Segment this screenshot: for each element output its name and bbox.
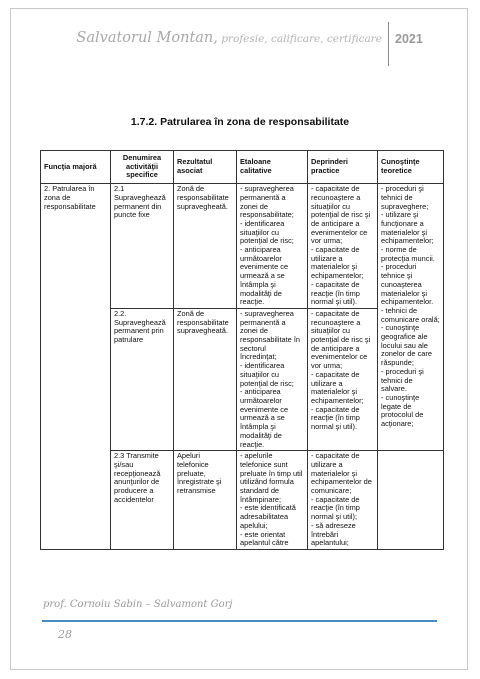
header-title-main: Salvatorul Montan,: [76, 30, 218, 46]
header-cell-activity: Denumirea activităţii specifice: [111, 151, 174, 184]
header-cell-function: Funcţia majoră: [41, 151, 111, 184]
standards-cell: - apelurile telefonice sunt preluate în timp util utilizând formula standard de întâmpinare; - este identificată adresabilitatea apelului; - este orientat apelantul către: [237, 451, 308, 550]
result-cell: Zonă de responsabilitate supravegheată.: [174, 184, 237, 309]
table-row: [41, 184, 444, 309]
function-major-cell: 2. Patrularea în zona de responsabilitate: [41, 184, 111, 550]
result-cell: Apeluri telefonice preluate, înregistrate şi retransmise: [174, 451, 237, 550]
header-year: 2021: [395, 32, 423, 46]
page-number: 28: [58, 628, 72, 641]
activity-cell: 2.1 Supraveghează permanent din puncte fixe: [111, 184, 174, 309]
header-title: [76, 30, 382, 46]
knowledge-cell: - proceduri şi tehnici de supraveghere; - utilizare şi funcţionare a materialelor şi echipamentelor; - norme de protecţia muncii. - proceduri tehnice şi cunoaşterea materialelor şi echipamentelor. - tehnici de comunicare orală; - cunoştinţe geografice ale locului sau ale zonelor de care răspunde; - proceduri şi tehnici de salvare. - cunoştinţe legate de protocolul de acţionare;: [378, 184, 444, 451]
header-divider: [388, 22, 389, 66]
header-cell-standards: Etaloane calitative: [237, 151, 308, 184]
footer-rule: [42, 620, 437, 622]
result-cell: Zonă de responsabilitate supravegheată.: [174, 308, 237, 450]
activity-cell: 2.3 Transmite şi/sau recepţionează anunţurilor de producere a accidentelor: [111, 451, 174, 550]
standards-cell: - supravegherea permanentă a zonei de responsabilitate în sectorul încredinţat; - identificarea situaţiilor cu potenţial de risc; - anticiparea următoarelor evenimente ce urmează a se întâmpla şi modalităţi de reacţie.: [237, 308, 308, 450]
section-title: 1.7.2. Patrularea în zona de responsabilitate: [130, 116, 350, 128]
header-title-subtitle: profesie, calificare, certificare: [217, 33, 382, 45]
activity-cell: 2.2. Supraveghează permanent prin patrulare: [111, 308, 174, 450]
footer-author: prof. Cornoiu Sabin – Salvamont Gorj: [43, 599, 233, 610]
skills-cell: - capacitate de recunoaştere a situaţiilor cu potenţial de risc şi de anticipare a evenimentelor ce vor urma; - capacitate de utilizare a materialelor şi echipamentelor; - capacitate de reacţie (în timp normal şi util).: [308, 308, 378, 450]
header-cell-skills: Deprinderi practice: [308, 151, 378, 184]
table-header-row: [41, 151, 444, 184]
skills-cell: - capacitate de utilizare a materialelor şi echipamentelor de comunicare; - capacitate de reacţie (în timp normal şi util); - să adreseze întrebări apelantului;: [308, 451, 378, 550]
knowledge-cell-empty: [378, 451, 444, 550]
skills-cell: - capacitate de recunoaştere a situaţiilor cu potenţial de risc şi de anticipare a evenimentelor ce vor urma; - capacitate de utilizare a materialelor şi echipamentelor; - capacitate de reacţie (în timp normal şi util).: [308, 184, 378, 309]
header-cell-result: Rezultatul asociat: [174, 151, 237, 184]
page-header: [0, 22, 480, 62]
competency-table: [40, 150, 444, 550]
header-cell-knowledge: Cunoştinţe teoretice: [378, 151, 444, 184]
standards-cell: - supravegherea permanentă a zonei de responsabilitate; - identificarea situaţiilor cu potenţial de risc; - anticiparea următoarelor evenimente ce urmează a se întâmpla şi modalităţi de reacţie.: [237, 184, 308, 309]
